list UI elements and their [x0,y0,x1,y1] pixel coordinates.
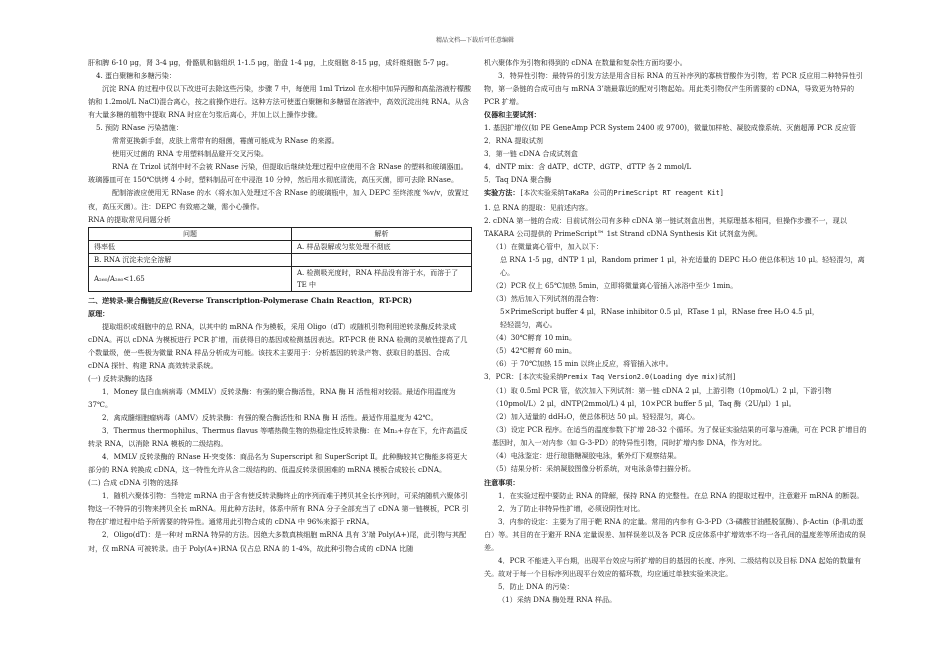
sub-step: （5）42℃孵育 60 min。 [492,346,577,356]
pcr-step: （2）加入适量的 ddH₂O，使总体积达 50 μl。轻轻混匀，离心。 [492,412,700,422]
table-cell [292,253,472,266]
section-2-title: 二、逆转录-聚合酶链反应(Reverse Transcription-Polymerase Chain Reaction，RT-PCR) [88,295,412,305]
continuation-line: 机六聚体作为引物和得到的 cDNA 在数量和复杂性方面均要小。 [484,58,687,67]
rnase-tip: 配制溶液应使用无 RNase 的水（将水加入处理过不含 RNase 的玻璃瓶中，加入 DEPC 至终浓度 %v/v，放置过夜，高压灭菌）。注：DEPC 有致癌之嫌，需小心操作。 [88,188,469,211]
method-label: 实验方法： [484,188,520,198]
rnase-tip: 使用灭过菌的 RNA 专用塑料制品避开交叉污染。 [112,149,268,159]
primer-item: 2．Oligo(dT)：是一种对 mRNA 特异的方法。因绝大多数真核细胞 mRNA 具有 3’端 Poly(A+)尾，此引物与其配对，仅 mRNA 可被转录。由于 Poly(A+)RNA 仅占总 RNA 的 1-4%，故此种引物合成的 cDNA 比随 [88,530,467,553]
yield-line: 肝和脾 6-10 μg，肾 3-4 μg，骨骼肌和脑组织 1-1.5 μg，胎盘 1-4 μg，上皮细胞 8-15 μg，成纤维细胞 5-7 μg。 [88,58,453,67]
note-item: 3．内参的设定：主要为了用于靶 RNA 的定量。常用的内参有 G-3-PD（3-磷酸甘油醛脱氢酶）、β-Actin（β-肌动蛋白）等。其目的在于避开 RNA 定量误差、加样误差以及各 PCR 反应体系中扩增效率不均一各孔间的温度差等所造成的误差。 [484,516,866,552]
principle-body: 提取组织或细胞中的总 RNA，以其中的 mRNA 作为模板，采用 Oligo（dT）或随机引物利用逆转录酶反转录成 cDNA。再以 cDNA 为模板进行 PCR 扩增，而获得目的基因或检测基因表达。RT-PCR 使 RNA 检测的灵敏性提高了几个数量级，使一些极为微量 RNA 样品分析成为可能。该技术主要用于：分析基因的转录产物、获取目的基因、合成 cDNA 探针、构建 RNA 高效转录系统。 [88,321,468,370]
reagent-item: 4．dNTP mix：含 dATP、dCTP、dGTP、dTTP 各 2 mmol/L [484,162,692,172]
reagents-title: 仪器和主要试剂： [484,110,541,120]
reagent-item: 2．RNA 提取试剂 [484,136,543,146]
problem-table [88,227,472,292]
reagent-item: 5．Taq DNA 聚合酶 [484,175,552,185]
table-cell: A₂₆₀/A₂₈₀<1.65 [89,266,292,291]
table-header-row [89,227,472,240]
rt-enzyme-item: 2．禽成髓细胞瘤病毒（AMV）反转录酶：有强的聚合酶活性和 RNA 酶 H 活性。最适作用温度为 42℃。 [102,413,438,423]
table-cell: 得率低 [89,240,292,253]
section-4-title: 4. 蛋白聚糖和多糖污染： [96,71,176,81]
pcr-label: 3．PCR： [484,372,519,382]
table-title: RNA 的提取常见问题分析 [88,214,171,224]
page-header: 精品文档---下载后可任意编辑 [435,37,515,44]
note-item: 1．在实验过程中要防止 RNA 的降解，保持 RNA 的完整性。在总 RNA 的提取过程中，注意避开 mRNA 的断裂。 [498,490,864,500]
method-kit-note: [本次实验采纳TaKaRa 公司的PrimeScript RT reagent Kit] [519,189,724,198]
sub-step: （3）然后加入下列试剂的混合物： [492,293,603,303]
sub-step: （1）在微量离心管中，加入以下： [492,241,603,251]
rt-enzyme-title: (一) 反转录酶的选择 [88,373,153,383]
table-row [89,266,472,291]
rnase-tip: 常常更换新手套，皮肤上常带有的细菌，霉菌可能成为 RNase 的来源。 [112,136,339,146]
pcr-step: （5）结果分析：采纳凝胶图像分析系统，对电泳条带扫描分析。 [492,464,696,474]
rt-enzyme-item: 3．Thermus thermophilus、Thermus flavus 等嗜热微生物的热稳定性反转录酶：在 Mn₂+存在下，允许高温反转录 RNA，以消除 RNA 模板的二级结构。 [88,426,468,449]
pcr-kit-note: [本次实验采纳Premix Taq Version2.0(Loading dye mix)试剂] [518,373,737,382]
table-row [89,253,472,266]
rt-enzyme-item: 1．Money 鼠白血病病毒（MMLV）反转录酶：有强的聚合酶活性，RNA 酶 H 活性相对较弱。最适作用温度为 37℃。 [88,386,456,409]
pcr-heading [484,370,868,384]
rt-enzyme-item: 4．MMLV 反转录酶的 RNase H-突变体：商品名为 Superscript 和 SuperScript Ⅱ。此种酶较其它酶能多将更大部分的 RNA 转换成 cDNA，这一特性允许从含二级结构的、低温反转录很困难的 mRNA 模板合成较长 cDNA。 [88,452,468,475]
table-cell: B. RNA 沉淀未完全溶解 [89,253,292,266]
note-item: 5．防止 DNA 的污染： [498,581,574,591]
primer-title: (二) 合成 cDNA 引物的选择 [88,478,179,488]
sub-step: 总 RNA 1-5 μg，dNTP 1 μl，Random primer 1 μl，补充适量的 DEPC H₂O 使总体积达 10 μl。轻轻混匀，离心。 [500,254,865,277]
method-step: 1. 总 RNA 的提取：见前述内容。 [484,202,593,212]
note-item: （1）采纳 DNA 酶处理 RNA 样品。 [498,594,617,604]
sub-step: （4）30℃孵育 10 min。 [492,332,577,342]
table-header: 问题 [89,227,292,240]
method-step: 2. cDNA 第一链的合成：目前试剂公司有多种 cDNA 第一链试剂盒出售，其原理基本相同，但操作步骤不一，现以 TAKARA 公司提供的 PrimeScript™ 1st Strand cDNA Synthesis Kit 试剂盒为例。 [484,215,847,238]
notes-title: 注意事项： [484,477,520,487]
sub-step: （6）于 70℃加热 15 min 以终止反应，将管插入冰中。 [492,359,673,369]
note-item: 4．PCR 不能进入平台期，出现平台效应与所扩增的目的基因的长度、序列、二级结构以及目标 DNA 起始的数量有关。故对于每一个目标序列出现平台效应的循环数，均应通过单独实验来决定。 [484,555,862,578]
pcr-step: （3）设定 PCR 程序。在适当的温度参数下扩增 28-32 个循环。为了保证实验结果的可靠与准确，可在 PCR 扩增目的基因时，加入一对内参（如 G-3-PD）的特异性引物，同时扩增内参 DNA，作为对比。 [492,425,867,448]
sub-step: （2）PCR 仪上 65℃加热 5min，立即将微量离心管插入冰浴中至少 1min。 [492,280,738,290]
reagent-item: 3．第一链 cDNA 合成试剂盒 [484,149,578,159]
sub-step: 5×PrimeScript buffer 4 μl，RNase inhibitor 0.5 μl，RTase 1 μl，RNase free H₂O 4.5 μl， [500,306,819,316]
table-header: 解析 [292,227,472,240]
section-4-body: 沉淀 RNA 的过程中仅以下改进可去除这些污染，步骤 7 中，每使用 1ml Trizol 在水相中加异丙醇和高盐溶液柠檬酸钠和 1.2mol/L NaCl)混合离心，按之前操作进行。这种方法可使蛋白聚糖和多糖留在溶液中，高效沉淀出纯 RNA。从含有大量多糖的植物中提取 RNA 时应在匀浆后离心，并加上以上操作步骤。 [88,84,472,120]
note-item: 2．为了防止非特异性扩增，必须设阴性对比。 [498,503,645,513]
table-cell: A. 检测吸光度时，RNA 样品没有溶于水，而溶于了 TE 中 [292,266,472,291]
left-column [88,56,472,555]
reagent-item: 1. 基因扩增仪(如 PE GeneAmp PCR System 2400 或 9700)，微量加样枪、凝胶成像系统、灭菌超薄 PCR 反应管 [484,123,856,133]
sub-step: 轻轻混匀，离心。 [500,319,557,329]
right-column [484,56,868,606]
specific-primer-item: 3．特异性引物：最特异的引发方法是用含目标 RNA 的互补序列的寡核苷酸作为引物，若 PCR 反应用二种特异性引物，第一条链的合成可由与 mRNA 3’端最靠近的配对引物起始。用此类引物仅产生所需要的 cDNA，导致更为特异的 PCR 扩增。 [484,71,863,107]
primer-item: 1．随机六聚体引物：当特定 mRNA 由于含有使反转录酶终止的序列而难于拷贝其全长序列时，可采纳随机六聚体引物这一不特异的引物来拷贝全长 mRNA。用此种方法时，体系中所有 RNA 分子全部充当了 cDNA 第一链模板，PCR 引物在扩增过程中给予所需要的特异性。通常用此引物合成的 cDNA 中 96%来源于 rRNA。 [88,491,469,527]
rnase-tip: RNA 在 Trizol 试剂中时不会被 RNase 污染，但提取后继续处理过程中应使用不含 RNase 的塑料和玻璃器皿。玻璃器皿可在 150℃烘烤 4 小时，塑料制品可在中浸泡 10 分钟，然后用水彻底清洗，高压灭菌，即可去除 RNase。 [88,162,468,185]
method-heading [484,186,868,200]
section-5-title: 5. 预防 RNase 污染措施： [96,123,183,133]
principle-label: 原理： [88,308,110,318]
pcr-step: （4）电泳鉴定：进行琼脂糖凝胶电泳，紫外灯下观察结果。 [492,451,681,461]
table-row [89,240,472,253]
pcr-step: （1）取 0.5ml PCR 管，依次加入下列试剂：第一链 cDNA 2 μl，上游引物（10pmol/L）2 μl，下游引物（10pmol/L）2 μl，dNTP(2mmol/L) 4 μl，10×PCR buffer 5 μl，Taq 酶（2U/μl）1 μl。 [492,386,832,409]
table-cell: A. 样品裂解或匀浆处理不彻底 [292,240,472,253]
